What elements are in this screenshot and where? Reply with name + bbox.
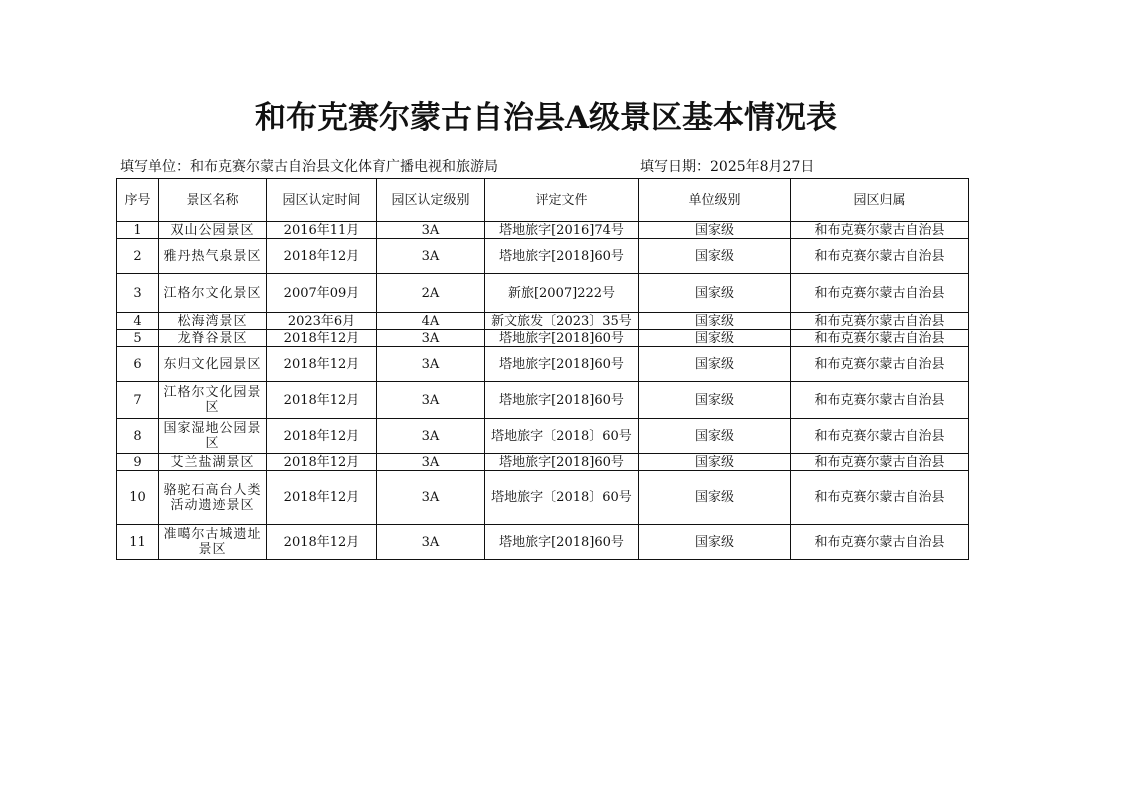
unit-label: 填写单位：和布克赛尔蒙古自治县文化体育广播电视和旅游局	[120, 159, 498, 175]
cell-no: 7	[117, 382, 159, 419]
cell-name: 松海湾景区	[159, 313, 267, 330]
table-row	[117, 222, 969, 239]
cell-doc: 塔地旅字[2018]60号	[485, 525, 639, 560]
cell-level: 3A	[377, 330, 485, 347]
cell-name: 国家湿地公园景区	[159, 419, 267, 454]
table-row	[117, 419, 969, 454]
header-level: 园区认定级别	[377, 179, 485, 222]
cell-date: 2018年12月	[267, 347, 377, 382]
cell-belong: 和布克赛尔蒙古自治县	[791, 454, 969, 471]
cell-belong: 和布克赛尔蒙古自治县	[791, 471, 969, 525]
table-row	[117, 471, 969, 525]
date-label: 填写日期：2025年8月27日	[640, 159, 815, 175]
cell-unit-level: 国家级	[639, 471, 791, 525]
cell-belong: 和布克赛尔蒙古自治县	[791, 382, 969, 419]
cell-level: 4A	[377, 313, 485, 330]
cell-doc: 塔地旅字[2018]60号	[485, 454, 639, 471]
cell-unit-level: 国家级	[639, 274, 791, 313]
cell-level: 3A	[377, 419, 485, 454]
table-row	[117, 454, 969, 471]
header-no: 序号	[117, 179, 159, 222]
cell-doc: 塔地旅字[2016]74号	[485, 222, 639, 239]
cell-level: 3A	[377, 239, 485, 274]
cell-belong: 和布克赛尔蒙古自治县	[791, 330, 969, 347]
cell-level: 3A	[377, 382, 485, 419]
cell-no: 10	[117, 471, 159, 525]
cell-doc: 塔地旅字[2018]60号	[485, 382, 639, 419]
document-title: 和布克赛尔蒙古自治县A级景区基本情况表	[254, 100, 838, 136]
cell-no: 5	[117, 330, 159, 347]
cell-unit-level: 国家级	[639, 382, 791, 419]
cell-unit-level: 国家级	[639, 222, 791, 239]
cell-level: 3A	[377, 525, 485, 560]
cell-name: 雅丹热气泉景区	[159, 239, 267, 274]
cell-no: 6	[117, 347, 159, 382]
cell-date: 2016年11月	[267, 222, 377, 239]
cell-belong: 和布克赛尔蒙古自治县	[791, 347, 969, 382]
header-unit-level: 单位级别	[639, 179, 791, 222]
cell-belong: 和布克赛尔蒙古自治县	[791, 313, 969, 330]
cell-belong: 和布克赛尔蒙古自治县	[791, 274, 969, 313]
cell-no: 3	[117, 274, 159, 313]
cell-level: 3A	[377, 347, 485, 382]
table-row	[117, 313, 969, 330]
header-date: 园区认定时间	[267, 179, 377, 222]
cell-no: 8	[117, 419, 159, 454]
cell-no: 9	[117, 454, 159, 471]
cell-name: 准噶尔古城遗址景区	[159, 525, 267, 560]
cell-unit-level: 国家级	[639, 454, 791, 471]
table-row	[117, 525, 969, 560]
table-row	[117, 330, 969, 347]
cell-belong: 和布克赛尔蒙古自治县	[791, 239, 969, 274]
cell-date: 2018年12月	[267, 382, 377, 419]
cell-no: 2	[117, 239, 159, 274]
cell-date: 2018年12月	[267, 239, 377, 274]
cell-unit-level: 国家级	[639, 419, 791, 454]
cell-name: 双山公园景区	[159, 222, 267, 239]
cell-unit-level: 国家级	[639, 313, 791, 330]
table-header-row	[117, 179, 969, 222]
cell-doc: 新旅[2007]222号	[485, 274, 639, 313]
cell-name: 东归文化园景区	[159, 347, 267, 382]
table-row	[117, 239, 969, 274]
cell-no: 4	[117, 313, 159, 330]
cell-name: 龙脊谷景区	[159, 330, 267, 347]
cell-unit-level: 国家级	[639, 239, 791, 274]
cell-name: 骆驼石高台人类活动遗迹景区	[159, 471, 267, 525]
header-belong: 园区归属	[791, 179, 969, 222]
cell-name: 江格尔文化景区	[159, 274, 267, 313]
header-doc: 评定文件	[485, 179, 639, 222]
cell-unit-level: 国家级	[639, 347, 791, 382]
header-name: 景区名称	[159, 179, 267, 222]
cell-unit-level: 国家级	[639, 330, 791, 347]
cell-belong: 和布克赛尔蒙古自治县	[791, 222, 969, 239]
cell-date: 2018年12月	[267, 419, 377, 454]
cell-doc: 塔地旅字〔2018〕60号	[485, 471, 639, 525]
cell-level: 2A	[377, 274, 485, 313]
cell-date: 2023年6月	[267, 313, 377, 330]
cell-date: 2018年12月	[267, 471, 377, 525]
cell-level: 3A	[377, 471, 485, 525]
cell-name: 艾兰盐湖景区	[159, 454, 267, 471]
cell-doc: 塔地旅字〔2018〕60号	[485, 419, 639, 454]
cell-doc: 塔地旅字[2018]60号	[485, 330, 639, 347]
cell-date: 2018年12月	[267, 454, 377, 471]
cell-doc: 新文旅发〔2023〕35号	[485, 313, 639, 330]
cell-level: 3A	[377, 454, 485, 471]
table-row	[117, 347, 969, 382]
table-row	[117, 382, 969, 419]
cell-date: 2007年09月	[267, 274, 377, 313]
cell-name: 江格尔文化园景区	[159, 382, 267, 419]
cell-unit-level: 国家级	[639, 525, 791, 560]
cell-doc: 塔地旅字[2018]60号	[485, 239, 639, 274]
cell-date: 2018年12月	[267, 525, 377, 560]
cell-doc: 塔地旅字[2018]60号	[485, 347, 639, 382]
cell-date: 2018年12月	[267, 330, 377, 347]
cell-level: 3A	[377, 222, 485, 239]
cell-no: 1	[117, 222, 159, 239]
cell-no: 11	[117, 525, 159, 560]
cell-belong: 和布克赛尔蒙古自治县	[791, 419, 969, 454]
table-row	[117, 274, 969, 313]
cell-belong: 和布克赛尔蒙古自治县	[791, 525, 969, 560]
scenic-area-table	[116, 178, 969, 560]
